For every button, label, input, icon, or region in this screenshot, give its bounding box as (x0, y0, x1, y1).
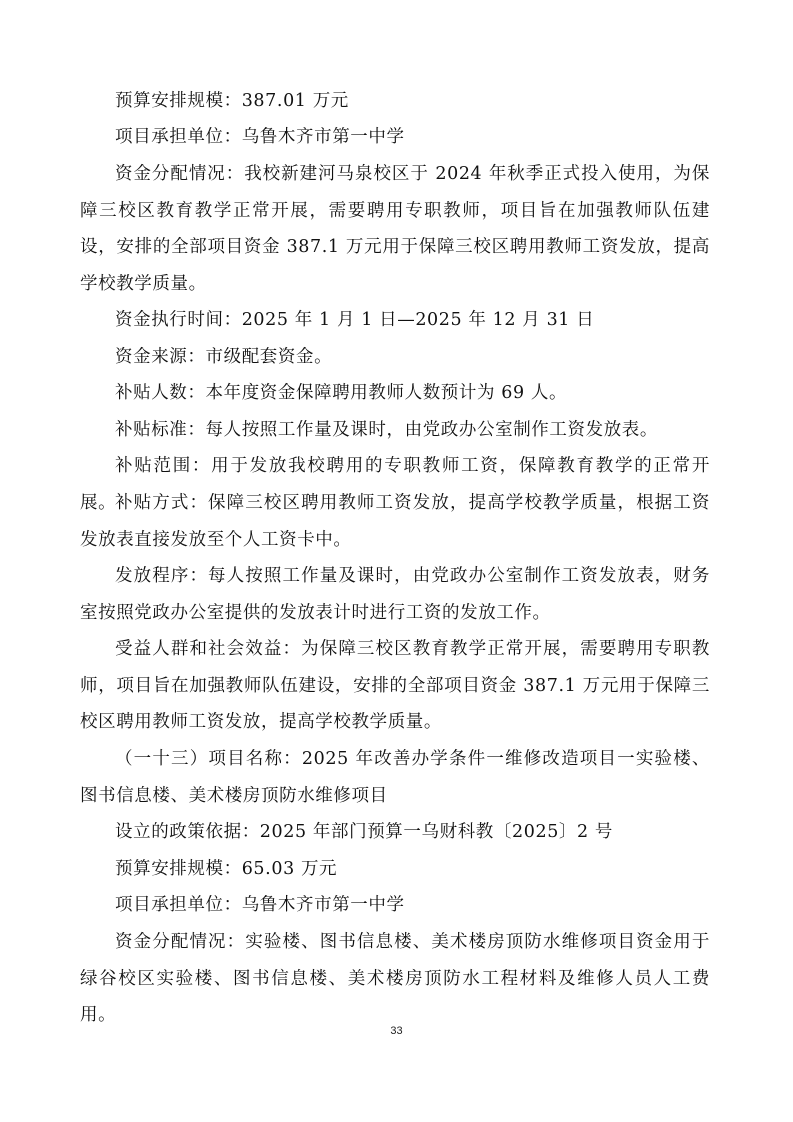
paragraph-budget-scale-2: 预算安排规模：65.03 万元 (115, 859, 338, 879)
page-number: 33 (390, 1025, 403, 1037)
paragraph-undertaking-unit-1: 项目承担单位：乌鲁木齐市第一中学 (115, 127, 405, 147)
paragraph-project-title-13: （一十三）项目名称：2025 年改善办学条件一维修改造项目一实验楼、图书信息楼、美术楼房顶防水维修项目 (80, 749, 710, 806)
paragraph-fund-source: 资金来源：市级配套资金。 (115, 347, 333, 367)
paragraph-payment-procedure: 发放程序：每人按照工作量及课时，由党政办公室制作工资发放表，财务室按照党政办公室提供的发放表计时进行工资的发放工作。 (80, 566, 710, 623)
paragraph-subsidy-standard: 补贴标准：每人按照工作量及课时，由党政办公室制作工资发放表。 (115, 420, 658, 440)
paragraph-undertaking-unit-2: 项目承担单位：乌鲁木齐市第一中学 (115, 895, 405, 915)
paragraph-beneficiaries: 受益人群和社会效益：为保障三校区教育教学正常开展，需要聘用专职教师，项目旨在加强教师队伍建设，安排的全部项目资金 387.1 万元用于保障三校区聘用教师工资发放，提高学校教学质量。 (80, 639, 710, 732)
paragraph-subsidy-method: 补贴方式：保障三校区聘用教师工资发放，提高学校教学质量，根据工资发放表直接发放至个人工资卡中。 (80, 493, 710, 550)
paragraph-execution-time: 资金执行时间：2025 年 1 月 1 日—2025 年 12 月 31 日 (115, 310, 595, 330)
paragraph-fund-allocation-2: 资金分配情况：实验楼、图书信息楼、美术楼房顶防水维修项目资金用于绿谷校区实验楼、图书信息楼、美术楼房顶防水工程材料及维修人员人工费用。 (80, 932, 710, 1025)
paragraph-policy-basis: 设立的政策依据：2025 年部门预算一乌财科教〔2025〕2 号 (115, 822, 614, 842)
paragraph-subsidy-count: 补贴人数：本年度资金保障聘用教师人数预计为 69 人。 (115, 383, 568, 403)
paragraph-fund-allocation-1: 资金分配情况：我校新建河马泉校区于 2024 年秋季正式投入使用，为保障三校区教育教学正常开展，需要聘用专职教师，项目旨在加强教师队伍建设，安排的全部项目资金 387.1 万元用于保障三校区聘用教师工资发放，提高学校教学质量。 (80, 164, 710, 294)
paragraph-subsidy-scope: 补贴范围：用于发放我校聘用的专职教师工资，保障教育教学的正常开展。 (80, 456, 710, 513)
paragraph-budget-scale-1: 预算安排规模：387.01 万元 (115, 91, 349, 111)
